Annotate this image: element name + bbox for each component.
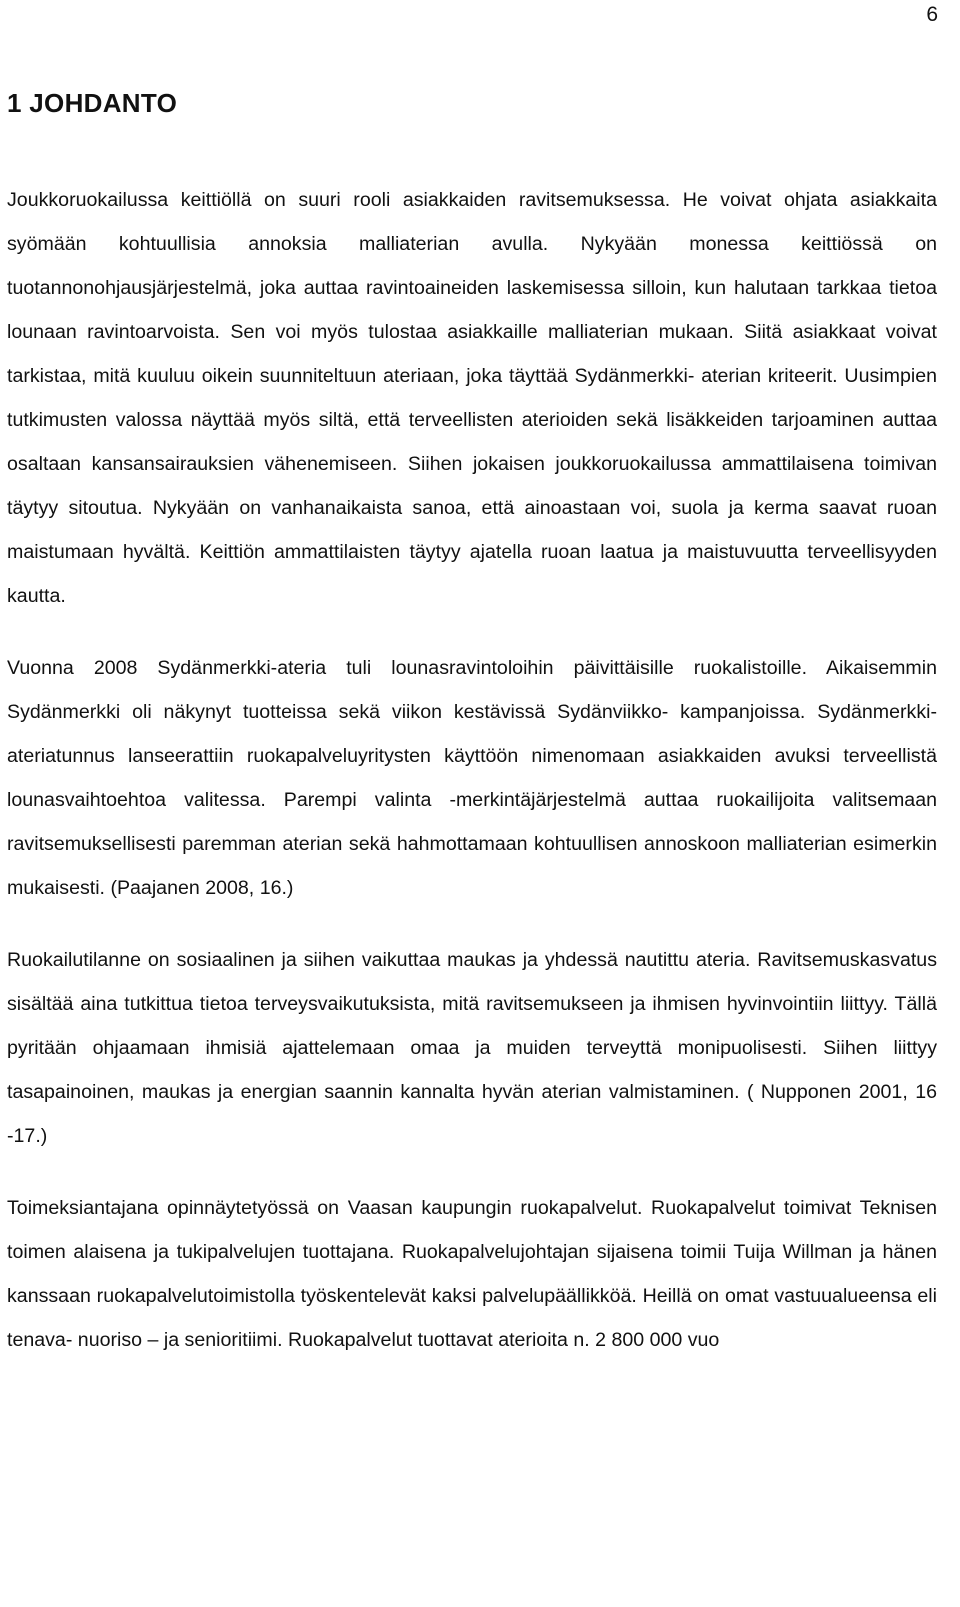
paragraph-toimeksiantaja: Toimeksiantajana opinnäytetyössä on Vaasan kaupungin ruokapalvelut. Ruokapalvelut toimivat Teknisen toimen alaisena ja tukipalvelujen tuottajana. Ruokapalvelujohtajan sijaisena toimii Tuija Willman ja hänen kanssaan ruokapalvelutoimistolla työskentelevät kaksi palvelupäällikköä. Heillä on omat vastuualueensa eli tenava- nuoriso – ja senioritiimi. Ruokapalvelut tuottavat aterioita n. 2 800 000 vuo xyxy=(7,1197,937,1351)
chapter-heading: 1 JOHDANTO xyxy=(7,88,178,118)
paragraph-sydanmerkki: Vuonna 2008 Sydänmerkki-ateria tuli lounasravintoloihin päivittäisille ruokalistoille. Aikaisemmin Sydänmerkki oli näkynyt tuotteissa sekä viikon kestävissä Sydänviikko- kampanjoissa. Sydänmerkki-ateriatunnus lanseerattiin ruokapalveluyritysten käyttöön nimenomaan asiakkaiden avuksi terveellistä lounasvaihtoehtoa valitessa. Parempi valinta -merkintäjärjestelmä auttaa ruokailijoita valitsemaan ravitsemuksellisesti paremman aterian sekä hahmottamaan kohtuullisen annoskoon malliaterian esimerkin mukaisesti. (Paajanen 2008, 16.) xyxy=(7,657,937,899)
paragraph-ruokailutilanne: Ruokailutilanne on sosiaalinen ja siihen vaikuttaa maukas ja yhdessä nautittu ateria. Ravitsemuskasvatus sisältää aina tutkittua tietoa terveysvaikutuksista, mitä ravitsemukseen ja ihmisen hyvinvointiin liittyy. Tällä pyritään ohjaamaan ihmisiä ajattelemaan omaa ja muiden terveyttä monipuolisesti. Siihen liittyy tasapainoinen, maukas ja energian saannin kannalta hyvän aterian valmistaminen. ( Nupponen 2001, 16 -17.) xyxy=(7,949,937,1147)
paragraph-intro: Joukkoruokailussa keittiöllä on suuri rooli asiakkaiden ravitsemuksessa. He voivat ohjata asiakkaita syömään kohtuullisia annoksia malliaterian avulla. Nykyään monessa keittiössä on tuotannonohjausjärjestelmä, joka auttaa ravintoaineiden laskemisessa silloin, kun halutaan tarkkaa tietoa lounaan ravintoarvoista. Sen voi myös tulostaa asiakkaille malliaterian mukaan. Siitä asiakkaat voivat tarkistaa, mitä kuuluu oikein suunniteltuun ateriaan, joka täyttää Sydänmerkki- aterian kriteerit. Uusimpien tutkimusten valossa näyttää myös siltä, että terveellisten aterioiden sekä lisäkkeiden tarjoaminen auttaa osaltaan kansansairauksien vähenemiseen. Siihen jokaisen joukkoruokailussa ammattilaisena toimivan täytyy sitoutua. Nykyään on vanhanaikaista sanoa, että ainoastaan voi, suola ja kerma saavat ruoan maistumaan hyvältä. Keittiön ammattilaisten täytyy ajatella ruoan laatua ja maistuvuutta terveellisyyden kautta. xyxy=(7,189,937,607)
page-number: 6 xyxy=(926,3,938,26)
body-text xyxy=(7,178,937,1390)
